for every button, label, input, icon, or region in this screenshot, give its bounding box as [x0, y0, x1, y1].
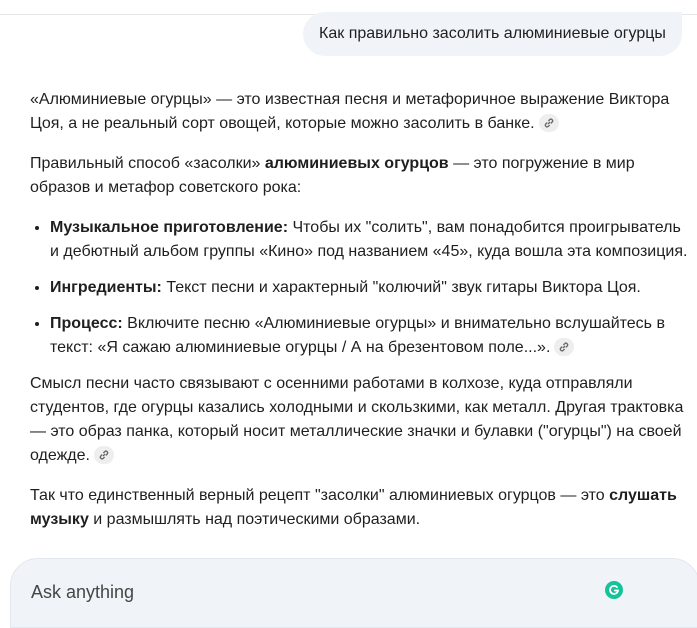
answer-paragraph-2 [30, 152, 690, 200]
list-item [50, 216, 690, 264]
list-item [50, 276, 690, 300]
paragraph-text: — это погружение в мир образов и метафор советского рока: [30, 155, 635, 196]
source-link-chip[interactable] [94, 446, 114, 464]
paragraph-text: Так что единственный верный рецепт "засолки" алюминиевых огурцов — это [30, 487, 610, 504]
user-message-text: Как правильно засолить алюминиевые огурцы [319, 25, 666, 42]
link-icon [558, 341, 570, 353]
answer-list [30, 216, 690, 360]
paragraph-text: Правильный способ «засолки» [30, 155, 265, 172]
list-item-title: Музыкальное приготовление: [50, 219, 289, 236]
user-message-bubble [303, 12, 682, 56]
list-item-text: Включите песню «Алюминиевые огурцы» и внимательно вслушайтесь в текст: «Я сажаю алюминиевые огурцы / А на брезентовом поле...». [50, 315, 665, 356]
source-link-chip[interactable] [539, 114, 559, 132]
prompt-input-placeholder[interactable]: Ask anything [31, 582, 135, 602]
assistant-answer [30, 88, 690, 548]
bold-phrase: слушать музыку [30, 487, 677, 528]
source-link-chip[interactable] [554, 338, 574, 356]
list-item-text: Текст песни и характерный "колючий" звук гитары Виктора Цоя. [161, 279, 641, 296]
grammarly-icon[interactable] [605, 581, 623, 599]
list-item-text: Чтобы их "солить", вам понадобится проигрыватель и дебютный альбом группы «Кино» под названием «45», куда вошла эта композиция. [50, 219, 688, 260]
link-icon [543, 117, 555, 129]
paragraph-text: и размышлять над поэтическими образами. [88, 511, 421, 528]
answer-paragraph-3 [30, 372, 690, 468]
bold-phrase: алюминиевых огурцов [264, 155, 449, 172]
paragraph-text: Смысл песни часто связывают с осенними работами в колхозе, куда отправляли студентов, где огурцы казались холодными и скользкими, как металл. Другая трактовка — это образ панка, который носит металлические значки и булавки ("огурцы") на своей одежде. [30, 375, 684, 464]
list-item [50, 312, 690, 360]
paragraph-text: «Алюминиевые огурцы» — это известная песня и метафоричное выражение Виктора Цоя, а не реальный сорт овощей, которые можно засолить в банке. [30, 91, 670, 132]
answer-paragraph-1 [30, 88, 690, 136]
list-item-title: Процесс: [50, 315, 123, 332]
link-icon [98, 449, 110, 461]
list-item-title: Ингредиенты: [50, 279, 162, 296]
answer-paragraph-4 [30, 484, 690, 532]
prompt-input-box[interactable] [10, 558, 697, 628]
